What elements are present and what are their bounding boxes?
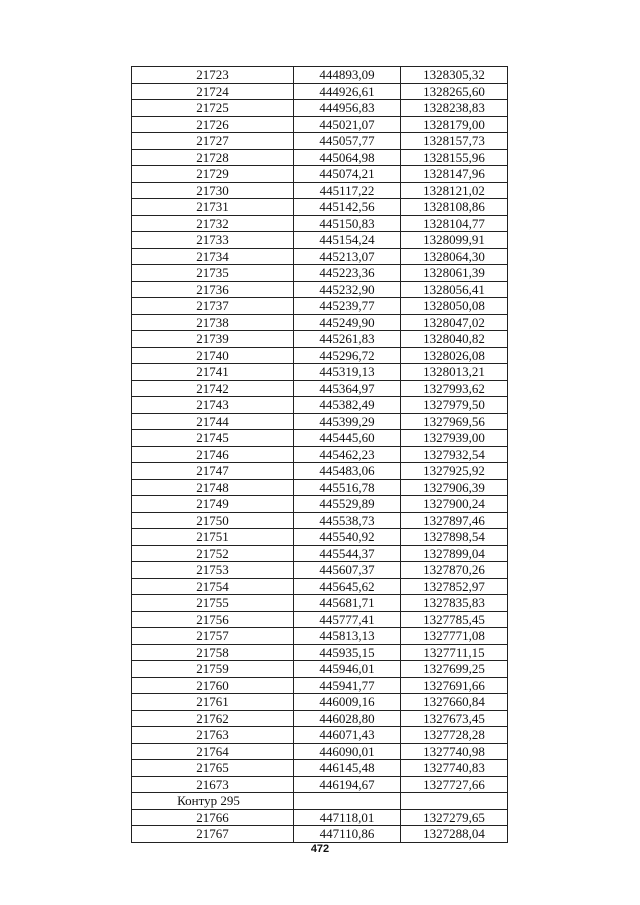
point-number-cell: 21751: [132, 529, 294, 546]
point-number-cell: 21750: [132, 512, 294, 529]
point-number-cell: 21748: [132, 479, 294, 496]
x-coordinate-cell: 447118,01: [294, 809, 401, 826]
y-coordinate-cell: 1327897,46: [401, 512, 508, 529]
y-coordinate-cell: 1328108,86: [401, 199, 508, 216]
y-coordinate-cell: 1327939,00: [401, 430, 508, 447]
y-coordinate-cell: 1327870,26: [401, 562, 508, 579]
x-coordinate-cell: 445813,13: [294, 628, 401, 645]
x-coordinate-cell: 445544,37: [294, 545, 401, 562]
y-coordinate-cell: 1328104,77: [401, 215, 508, 232]
point-number-cell: 21761: [132, 694, 294, 711]
table-row: [132, 545, 508, 562]
y-coordinate-cell: 1327785,45: [401, 611, 508, 628]
table-row: [132, 512, 508, 529]
point-number-cell: 21764: [132, 743, 294, 760]
table-row: [132, 199, 508, 216]
x-coordinate-cell: 445681,71: [294, 595, 401, 612]
table-row: [132, 100, 508, 117]
point-number-cell: 21740: [132, 347, 294, 364]
y-coordinate-cell: 1327932,54: [401, 446, 508, 463]
x-coordinate-cell: 445483,06: [294, 463, 401, 480]
x-coordinate-cell: 445319,13: [294, 364, 401, 381]
y-coordinate-cell: 1328238,83: [401, 100, 508, 117]
x-coordinate-cell: 446009,16: [294, 694, 401, 711]
x-coordinate-cell: 446145,48: [294, 760, 401, 777]
table-row: [132, 446, 508, 463]
table-row: [132, 265, 508, 282]
table-body: [132, 67, 508, 843]
y-coordinate-cell: 1328147,96: [401, 166, 508, 183]
table-row: [132, 397, 508, 414]
x-coordinate-cell: 445529,89: [294, 496, 401, 513]
table-row: [132, 562, 508, 579]
table-row: [132, 166, 508, 183]
coordinates-table: [131, 66, 508, 843]
x-coordinate-cell: 445941,77: [294, 677, 401, 694]
y-coordinate-cell: 1327728,28: [401, 727, 508, 744]
table-row: [132, 331, 508, 348]
point-number-cell: 21730: [132, 182, 294, 199]
y-coordinate-cell: 1327288,04: [401, 826, 508, 843]
y-coordinate-cell: 1327727,66: [401, 776, 508, 793]
point-number-cell: 21723: [132, 67, 294, 84]
point-number-cell: 21756: [132, 611, 294, 628]
x-coordinate-cell: 445261,83: [294, 331, 401, 348]
x-coordinate-cell: 444893,09: [294, 67, 401, 84]
point-number-cell: 21765: [132, 760, 294, 777]
y-coordinate-cell: 1327660,84: [401, 694, 508, 711]
y-coordinate-cell: 1327852,97: [401, 578, 508, 595]
point-number-cell: 21736: [132, 281, 294, 298]
x-coordinate-cell: 445296,72: [294, 347, 401, 364]
point-number-cell: 21728: [132, 149, 294, 166]
x-coordinate-cell: 445364,97: [294, 380, 401, 397]
table-row: [132, 232, 508, 249]
x-coordinate-cell: 445462,23: [294, 446, 401, 463]
y-coordinate-cell: 1327699,25: [401, 661, 508, 678]
x-coordinate-cell: 446071,43: [294, 727, 401, 744]
x-coordinate-cell: 446028,80: [294, 710, 401, 727]
x-coordinate-cell: 445154,24: [294, 232, 401, 249]
point-number-cell: 21759: [132, 661, 294, 678]
x-coordinate-cell: 445538,73: [294, 512, 401, 529]
y-coordinate-cell: 1327711,15: [401, 644, 508, 661]
point-number-cell: 21754: [132, 578, 294, 595]
y-coordinate-cell: 1328121,02: [401, 182, 508, 199]
point-number-cell: 21727: [132, 133, 294, 150]
x-coordinate-cell: 445607,37: [294, 562, 401, 579]
point-number-cell: 21724: [132, 83, 294, 100]
table-row: [132, 364, 508, 381]
y-coordinate-cell: 1328155,96: [401, 149, 508, 166]
y-coordinate-cell: 1328047,02: [401, 314, 508, 331]
point-number-cell: 21729: [132, 166, 294, 183]
point-number-cell: 21739: [132, 331, 294, 348]
x-coordinate-cell: 446090,01: [294, 743, 401, 760]
table-row: [132, 314, 508, 331]
point-number-cell: 21725: [132, 100, 294, 117]
x-coordinate-cell: 445516,78: [294, 479, 401, 496]
table-row: [132, 67, 508, 84]
y-coordinate-cell: 1328050,08: [401, 298, 508, 315]
point-number-cell: 21766: [132, 809, 294, 826]
x-coordinate-cell: 445935,15: [294, 644, 401, 661]
y-coordinate-cell: 1328040,82: [401, 331, 508, 348]
y-coordinate-cell: 1328305,32: [401, 67, 508, 84]
point-number-cell: 21738: [132, 314, 294, 331]
table-row: [132, 281, 508, 298]
point-number-cell: 21737: [132, 298, 294, 315]
point-number-cell: 21755: [132, 595, 294, 612]
y-coordinate-cell: 1327835,83: [401, 595, 508, 612]
table-row: [132, 743, 508, 760]
y-coordinate-cell: 1327279,65: [401, 809, 508, 826]
point-number-cell: 21745: [132, 430, 294, 447]
y-coordinate-cell: 1328056,41: [401, 281, 508, 298]
point-number-cell: 21733: [132, 232, 294, 249]
x-coordinate-cell: 445946,01: [294, 661, 401, 678]
x-coordinate-cell: 445057,77: [294, 133, 401, 150]
table-row: [132, 248, 508, 265]
x-coordinate-cell: 445150,83: [294, 215, 401, 232]
x-coordinate-cell: 445213,07: [294, 248, 401, 265]
table-row: [132, 116, 508, 133]
x-coordinate-cell: 445021,07: [294, 116, 401, 133]
point-number-cell: 21732: [132, 215, 294, 232]
y-coordinate-cell: 1327740,83: [401, 760, 508, 777]
x-coordinate-cell: 446194,67: [294, 776, 401, 793]
table-row: [132, 826, 508, 843]
y-coordinate-cell: 1328013,21: [401, 364, 508, 381]
y-coordinate-cell: 1327673,45: [401, 710, 508, 727]
table-row: [132, 677, 508, 694]
x-coordinate-cell: 445399,29: [294, 413, 401, 430]
y-coordinate-cell: 1328099,91: [401, 232, 508, 249]
x-coordinate-cell: 445117,22: [294, 182, 401, 199]
x-coordinate-cell: 445445,60: [294, 430, 401, 447]
x-coordinate-cell: 445777,41: [294, 611, 401, 628]
table-row: [132, 809, 508, 826]
y-coordinate-cell: 1327993,62: [401, 380, 508, 397]
y-coordinate-cell: 1328026,08: [401, 347, 508, 364]
table-row: [132, 727, 508, 744]
point-number-cell: 21743: [132, 397, 294, 414]
point-number-cell: 21760: [132, 677, 294, 694]
table-row: [132, 578, 508, 595]
table-row: [132, 661, 508, 678]
table-row: [132, 611, 508, 628]
point-number-cell: 21767: [132, 826, 294, 843]
table-row: [132, 347, 508, 364]
y-coordinate-cell: 1327691,66: [401, 677, 508, 694]
section-label: Контур 295: [132, 793, 294, 810]
table-row: [132, 463, 508, 480]
point-number-cell: 21757: [132, 628, 294, 645]
point-number-cell: 21741: [132, 364, 294, 381]
y-coordinate-cell: 1327925,92: [401, 463, 508, 480]
x-coordinate-cell: 445239,77: [294, 298, 401, 315]
x-coordinate-cell: 445382,49: [294, 397, 401, 414]
section-row: [132, 793, 508, 810]
point-number-cell: 21747: [132, 463, 294, 480]
table-row: [132, 83, 508, 100]
table-row: [132, 694, 508, 711]
table-row: [132, 760, 508, 777]
y-coordinate-cell: 1328265,60: [401, 83, 508, 100]
table-row: [132, 413, 508, 430]
point-number-cell: 21742: [132, 380, 294, 397]
table-row: [132, 479, 508, 496]
table-row: [132, 529, 508, 546]
point-number-cell: 21758: [132, 644, 294, 661]
y-coordinate-cell: 1327979,50: [401, 397, 508, 414]
point-number-cell: 21726: [132, 116, 294, 133]
y-coordinate-cell: 1327969,56: [401, 413, 508, 430]
y-coordinate-cell: 1328179,00: [401, 116, 508, 133]
x-coordinate-cell: 445223,36: [294, 265, 401, 282]
x-coordinate-cell: 444926,61: [294, 83, 401, 100]
y-coordinate-cell: 1327906,39: [401, 479, 508, 496]
x-coordinate-cell: 445074,21: [294, 166, 401, 183]
table-row: [132, 182, 508, 199]
point-number-cell: 21731: [132, 199, 294, 216]
y-coordinate-cell: 1327899,04: [401, 545, 508, 562]
x-coordinate-cell: 445142,56: [294, 199, 401, 216]
x-coordinate-cell: 445232,90: [294, 281, 401, 298]
y-coordinate-cell: 1328064,30: [401, 248, 508, 265]
page-number: 472: [310, 843, 330, 855]
y-coordinate-cell: 1327740,98: [401, 743, 508, 760]
empty-cell: [401, 793, 508, 810]
y-coordinate-cell: 1328157,73: [401, 133, 508, 150]
y-coordinate-cell: 1328061,39: [401, 265, 508, 282]
point-number-cell: 21753: [132, 562, 294, 579]
table-row: [132, 215, 508, 232]
table-row: [132, 644, 508, 661]
x-coordinate-cell: 445645,62: [294, 578, 401, 595]
y-coordinate-cell: 1327898,54: [401, 529, 508, 546]
table-row: [132, 133, 508, 150]
x-coordinate-cell: 445249,90: [294, 314, 401, 331]
x-coordinate-cell: 445064,98: [294, 149, 401, 166]
point-number-cell: 21744: [132, 413, 294, 430]
table-row: [132, 380, 508, 397]
table-row: [132, 628, 508, 645]
table-row: [132, 298, 508, 315]
x-coordinate-cell: 445540,92: [294, 529, 401, 546]
y-coordinate-cell: 1327771,08: [401, 628, 508, 645]
x-coordinate-cell: 447110,86: [294, 826, 401, 843]
point-number-cell: 21735: [132, 265, 294, 282]
point-number-cell: 21763: [132, 727, 294, 744]
table-row: [132, 776, 508, 793]
point-number-cell: 21749: [132, 496, 294, 513]
x-coordinate-cell: 444956,83: [294, 100, 401, 117]
point-number-cell: 21734: [132, 248, 294, 265]
point-number-cell: 21746: [132, 446, 294, 463]
table-row: [132, 595, 508, 612]
point-number-cell: 21752: [132, 545, 294, 562]
empty-cell: [294, 793, 401, 810]
point-number-cell: 21673: [132, 776, 294, 793]
table-row: [132, 430, 508, 447]
point-number-cell: 21762: [132, 710, 294, 727]
table-row: [132, 149, 508, 166]
table-row: [132, 496, 508, 513]
y-coordinate-cell: 1327900,24: [401, 496, 508, 513]
table-row: [132, 710, 508, 727]
